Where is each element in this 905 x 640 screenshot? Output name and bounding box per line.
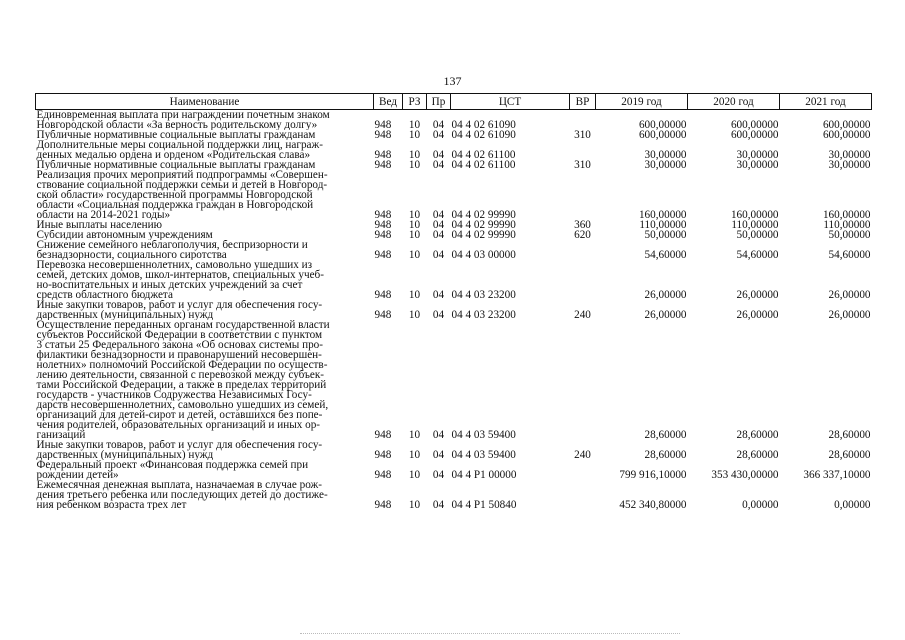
row-rz: 10 bbox=[408, 149, 421, 161]
row-vr bbox=[570, 240, 596, 260]
row-rz: 10 bbox=[408, 499, 421, 511]
row-2021: 50,00000 bbox=[828, 229, 871, 241]
row-name-line: Иные закупки товаров, работ и услуг для обеспечения госу- bbox=[36, 440, 323, 451]
row-cst: 04 4 02 61090 bbox=[451, 119, 516, 131]
row-2020: 353 430,00000 bbox=[711, 469, 779, 481]
row-ved: 948 bbox=[374, 249, 392, 261]
row-cst: 04 4 02 61090 bbox=[451, 129, 516, 141]
row-name-line: Иные закупки товаров, работ и услуг для обеспечения госу- bbox=[36, 300, 323, 311]
row-ved: 948 bbox=[374, 119, 392, 131]
row-name bbox=[36, 130, 374, 140]
row-2021: 600,00000 bbox=[822, 129, 871, 141]
row-vr: 360 bbox=[574, 219, 591, 231]
header-2020: 2020 год bbox=[688, 94, 780, 110]
row-2020: 54,60000 bbox=[736, 249, 779, 261]
table-row bbox=[36, 140, 872, 160]
row-rz: 10 bbox=[408, 119, 421, 131]
row-name bbox=[36, 300, 374, 320]
row-2019: 600,00000 bbox=[638, 129, 687, 141]
row-name-line: дарственных (муниципальных) нужд bbox=[36, 309, 214, 320]
row-name-line: дарств несовершеннолетних, самовольно ушедших из семей, bbox=[36, 399, 329, 411]
row-2021: 30,00000 bbox=[828, 159, 871, 171]
table-row bbox=[36, 440, 872, 460]
row-2019: 26,00000 bbox=[644, 289, 687, 301]
row-2020: 50,00000 bbox=[736, 229, 779, 241]
row-name-line: ствование социальной поддержки семьи и детей в Новгород- bbox=[36, 179, 328, 191]
row-vr: 240 bbox=[574, 449, 591, 461]
row-2020: 600,00000 bbox=[730, 119, 779, 131]
table-header-row bbox=[36, 94, 872, 110]
row-ved: 948 bbox=[374, 289, 392, 301]
row-ved: 948 bbox=[374, 469, 392, 481]
row-name bbox=[36, 480, 374, 510]
row-name-line: Реализация прочих мероприятий подпрограммы «Совершен- bbox=[36, 170, 328, 181]
row-2019: 30,00000 bbox=[644, 159, 687, 171]
row-ved: 948 bbox=[374, 129, 392, 141]
row-name bbox=[36, 260, 374, 300]
row-vr bbox=[570, 170, 596, 220]
header-cst: ЦСТ bbox=[451, 94, 570, 110]
row-name-line: Новгородской области «За верность родительскому долгу» bbox=[36, 119, 318, 130]
row-name-line: но-воспитательных и иных детских учреждений за счет bbox=[36, 279, 303, 291]
row-ved: 948 bbox=[374, 429, 392, 441]
row-pr: 04 bbox=[432, 309, 445, 321]
row-rz: 10 bbox=[408, 219, 421, 231]
row-2021: 26,00000 bbox=[828, 309, 871, 321]
row-2020: 30,00000 bbox=[736, 159, 779, 171]
row-2021: 28,60000 bbox=[828, 449, 871, 461]
row-vr bbox=[570, 140, 596, 160]
table-row bbox=[36, 160, 872, 170]
row-name-line: области «Социальная поддержка граждан в Новгородской bbox=[36, 199, 314, 211]
page-bottom-rule bbox=[300, 633, 680, 635]
row-pr: 04 bbox=[432, 129, 445, 141]
row-name-line: ской области» государственной программы Новгородской bbox=[36, 189, 313, 201]
row-name-line: денных медалью ордена и орденом «Родительская слава» bbox=[36, 149, 311, 160]
row-ved: 948 bbox=[374, 149, 392, 161]
row-2020: 26,00000 bbox=[736, 289, 779, 301]
table-body bbox=[36, 110, 872, 511]
row-name-line: филактики безнадзорности и правонарушений несовершен- bbox=[36, 349, 322, 361]
row-pr: 04 bbox=[432, 429, 445, 441]
row-vr bbox=[570, 320, 596, 440]
row-2019: 28,60000 bbox=[644, 449, 687, 461]
row-name-line: Единовременная выплата при награждении почетным знаком bbox=[36, 109, 330, 121]
row-ved: 948 bbox=[374, 499, 392, 511]
row-2019: 110,00000 bbox=[639, 219, 687, 231]
row-2019: 26,00000 bbox=[644, 309, 687, 321]
row-name-line: ния ребенком возраста трех лет bbox=[36, 499, 187, 510]
header-2019: 2019 год bbox=[596, 94, 688, 110]
row-name bbox=[36, 140, 374, 160]
row-vr bbox=[570, 260, 596, 300]
row-2021: 160,00000 bbox=[822, 209, 871, 221]
row-2020: 0,00000 bbox=[742, 499, 779, 511]
row-pr: 04 bbox=[432, 229, 445, 241]
header-name: Наименование bbox=[36, 94, 374, 110]
row-2020: 30,00000 bbox=[736, 149, 779, 161]
row-2020: 28,60000 bbox=[736, 429, 779, 441]
row-rz: 10 bbox=[408, 469, 421, 481]
row-2021: 54,60000 bbox=[828, 249, 871, 261]
row-name-line: Субсидии автономным учреждениям bbox=[36, 230, 213, 240]
row-cst: 04 4 03 00000 bbox=[451, 249, 516, 261]
row-2019: 799 916,10000 bbox=[619, 469, 687, 481]
row-name-line: организаций для детей-сирот и детей, оставшихся без попе- bbox=[36, 409, 323, 421]
row-ved: 948 bbox=[374, 209, 392, 221]
row-rz: 10 bbox=[408, 209, 421, 221]
row-2019: 54,60000 bbox=[644, 249, 687, 261]
row-rz: 10 bbox=[408, 129, 421, 141]
table-row bbox=[36, 240, 872, 260]
row-name-line: рождении детей» bbox=[36, 469, 119, 480]
row-name bbox=[36, 230, 374, 240]
row-name-line: области на 2014-2021 годы» bbox=[36, 209, 171, 220]
row-vr bbox=[570, 460, 596, 480]
row-name-line: дения третьего ребенка или последующих детей до достиже- bbox=[36, 489, 328, 501]
table-row bbox=[36, 130, 872, 140]
row-2019: 28,60000 bbox=[644, 429, 687, 441]
row-name-line: Публичные нормативные социальные выплаты гражданам bbox=[36, 130, 316, 140]
row-name-line: Дополнительные меры социальной поддержки лиц, награж- bbox=[36, 140, 323, 151]
row-cst: 04 4 P1 50840 bbox=[451, 499, 517, 511]
row-pr: 04 bbox=[432, 219, 445, 231]
row-name bbox=[36, 240, 374, 260]
row-name-line: Иные выплаты населению bbox=[36, 220, 162, 230]
row-name-line: Снижение семейного неблагополучия, беспризорности и bbox=[36, 240, 308, 251]
table-row bbox=[36, 300, 872, 320]
row-name-line: Федеральный проект «Финансовая поддержка семей при bbox=[36, 460, 309, 471]
row-cst: 04 4 02 99990 bbox=[451, 209, 516, 221]
row-2020: 160,00000 bbox=[730, 209, 779, 221]
row-rz: 10 bbox=[408, 309, 421, 321]
row-name-line: лению деятельности, связанной с перевозкой между субъек- bbox=[36, 369, 324, 381]
row-2021: 30,00000 bbox=[828, 149, 871, 161]
row-cst: 04 4 02 99990 bbox=[451, 219, 516, 231]
row-name bbox=[36, 320, 374, 440]
row-2019: 452 340,80000 bbox=[619, 499, 687, 511]
row-name-line: Перевозка несовершеннолетних, самовольно ушедших из bbox=[36, 260, 313, 271]
row-pr: 04 bbox=[432, 209, 445, 221]
row-vr: 310 bbox=[574, 159, 591, 171]
row-name-line: ганизаций bbox=[36, 429, 86, 440]
row-vr bbox=[570, 110, 596, 131]
row-2019: 160,00000 bbox=[638, 209, 687, 221]
row-cst: 04 4 02 99990 bbox=[451, 229, 516, 241]
row-name-line: нолетних» полномочий Российской Федерации по осуществ- bbox=[36, 359, 328, 371]
table-row bbox=[36, 110, 872, 131]
header-vr: ВР bbox=[570, 94, 596, 110]
row-2021: 26,00000 bbox=[828, 289, 871, 301]
row-name-line: безнадзорности, социального сиротства bbox=[36, 249, 227, 260]
row-name-line: дарственных (муниципальных) нужд bbox=[36, 449, 214, 460]
row-name bbox=[36, 110, 374, 131]
row-cst: 04 4 02 61100 bbox=[451, 159, 516, 171]
table-row bbox=[36, 480, 872, 510]
row-name-line: государств - участников Содружества Независимых Госу- bbox=[36, 389, 312, 401]
table-row bbox=[36, 460, 872, 480]
row-vr: 620 bbox=[574, 229, 591, 241]
row-cst: 04 4 P1 00000 bbox=[451, 469, 517, 481]
row-name-line: тами Российской Федерации, а также в пределах территорий bbox=[36, 379, 327, 391]
row-2020: 28,60000 bbox=[736, 449, 779, 461]
row-2021: 110,00000 bbox=[823, 219, 871, 231]
row-name-line: Ежемесячная денежная выплата, назначаемая в случае рож- bbox=[36, 480, 322, 491]
row-2021: 366 337,10000 bbox=[803, 469, 871, 481]
row-name-line: семей, детских домов, школ-интернатов, специальных учеб- bbox=[36, 269, 324, 281]
row-vr: 310 bbox=[574, 129, 591, 141]
header-2021: 2021 год bbox=[780, 94, 872, 110]
row-name-line: средств областного бюджета bbox=[36, 289, 173, 300]
row-ved: 948 bbox=[374, 159, 392, 171]
row-2021: 28,60000 bbox=[828, 429, 871, 441]
table-row bbox=[36, 320, 872, 440]
row-2020: 600,00000 bbox=[730, 129, 779, 141]
budget-table bbox=[35, 93, 872, 510]
row-pr: 04 bbox=[432, 449, 445, 461]
row-pr: 04 bbox=[432, 149, 445, 161]
row-2020: 26,00000 bbox=[736, 309, 779, 321]
row-cst: 04 4 03 59400 bbox=[451, 449, 516, 461]
header-ved: Вед bbox=[374, 94, 403, 110]
row-name bbox=[36, 170, 374, 220]
row-cst: 04 4 02 61100 bbox=[451, 149, 516, 161]
row-2019: 600,00000 bbox=[638, 119, 687, 131]
page-number: 137 bbox=[443, 74, 462, 88]
row-name-line: субъектов Российской Федерации в соответствии с пунктом bbox=[36, 329, 323, 341]
row-name-line: Публичные нормативные социальные выплаты гражданам bbox=[36, 160, 316, 170]
row-pr: 04 bbox=[432, 469, 445, 481]
row-name bbox=[36, 460, 374, 480]
row-cst: 04 4 03 23200 bbox=[451, 289, 516, 301]
table-row bbox=[36, 170, 872, 220]
row-ved: 948 bbox=[374, 309, 392, 321]
row-rz: 10 bbox=[408, 249, 421, 261]
row-name-line: Осуществление переданных органам государственной власти bbox=[36, 320, 330, 331]
row-vr: 240 bbox=[574, 309, 591, 321]
table-row bbox=[36, 260, 872, 300]
row-ved: 948 bbox=[374, 219, 392, 231]
row-name-line: 3 статьи 25 Федерального закона «Об основах системы про- bbox=[36, 339, 323, 351]
row-pr: 04 bbox=[432, 249, 445, 261]
table-row bbox=[36, 230, 872, 240]
row-name-line: чения родителей, образовательных организаций и иных ор- bbox=[36, 419, 321, 431]
header-pr: Пр bbox=[427, 94, 451, 110]
row-cst: 04 4 03 59400 bbox=[451, 429, 516, 441]
row-2021: 0,00000 bbox=[834, 499, 871, 511]
row-2019: 30,00000 bbox=[644, 149, 687, 161]
row-ved: 948 bbox=[374, 449, 392, 461]
row-2020: 110,00000 bbox=[731, 219, 779, 231]
row-name bbox=[36, 160, 374, 170]
row-rz: 10 bbox=[408, 159, 421, 171]
row-name bbox=[36, 440, 374, 460]
row-pr: 04 bbox=[432, 499, 445, 511]
row-2019: 50,00000 bbox=[644, 229, 687, 241]
row-name bbox=[36, 220, 374, 230]
row-rz: 10 bbox=[408, 229, 421, 241]
row-cst: 04 4 03 23200 bbox=[451, 309, 516, 321]
row-rz: 10 bbox=[408, 289, 421, 301]
header-rz: РЗ bbox=[403, 94, 427, 110]
row-pr: 04 bbox=[432, 119, 445, 131]
row-rz: 10 bbox=[408, 429, 421, 441]
row-ved: 948 bbox=[374, 229, 392, 241]
row-pr: 04 bbox=[432, 159, 445, 171]
row-vr bbox=[570, 480, 596, 510]
row-rz: 10 bbox=[408, 449, 421, 461]
row-pr: 04 bbox=[432, 289, 445, 301]
row-2021: 600,00000 bbox=[822, 119, 871, 131]
